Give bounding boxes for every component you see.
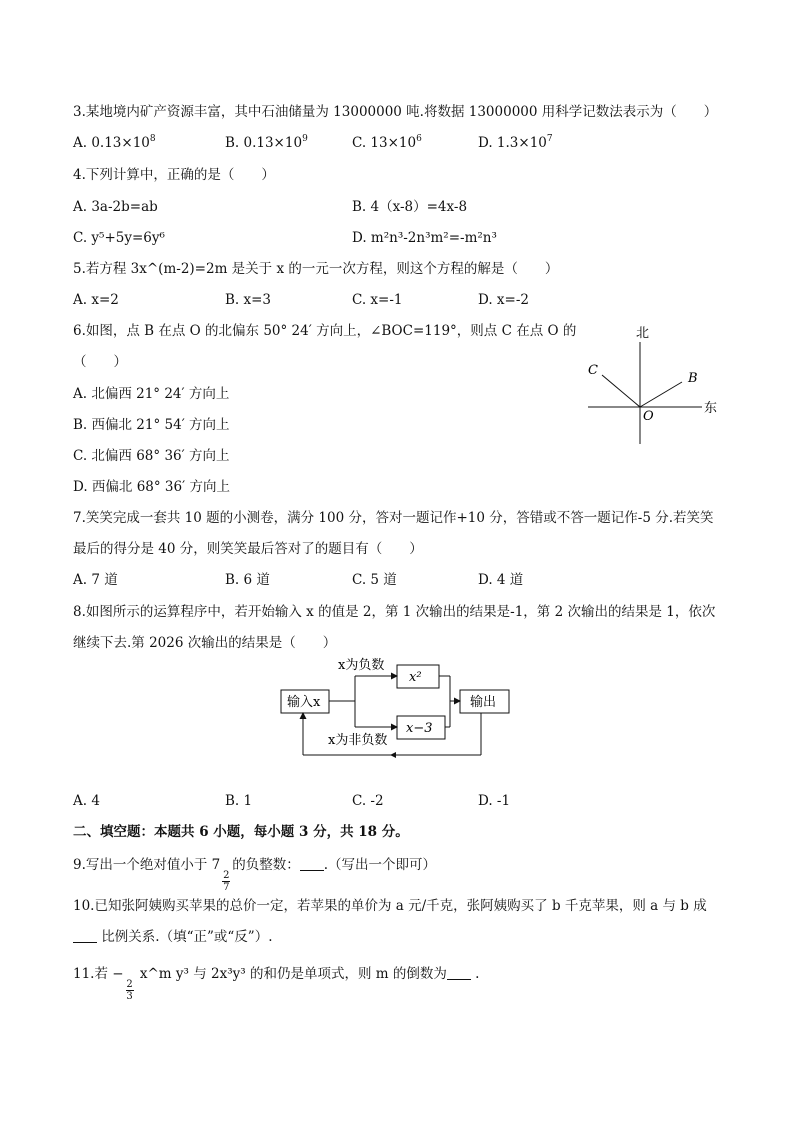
q7-option-b[interactable]: B. 6 道 bbox=[225, 572, 270, 588]
flowchart bbox=[270, 652, 530, 764]
q9-fraction: $\frac{2}{7}$ bbox=[223, 870, 230, 893]
point-b-label: B bbox=[688, 371, 698, 386]
q6-option-b[interactable]: B. 西偏北 21° 54′ 方向上 bbox=[73, 417, 230, 433]
nonnegative-condition: x为非负数 bbox=[328, 733, 388, 748]
point-o-label: O bbox=[643, 409, 654, 424]
ray-ob bbox=[640, 382, 682, 407]
q8-option-d[interactable]: D. -1 bbox=[478, 793, 511, 809]
q3-option-b[interactable]: B. $0.13\times 10^9$ bbox=[225, 134, 308, 151]
section-2-heading: 二、填空题：本题共 6 小题，每小题 3 分，共 18 分。 bbox=[73, 824, 409, 840]
q5-option-d[interactable]: D. x=-2 bbox=[478, 292, 530, 308]
q3-option-d[interactable]: D. $1.3\times 10^7$ bbox=[478, 134, 553, 151]
q8-stem-line1: 8.如图所示的运算程序中，若开始输入 x 的值是 2，第 1 次输出的结果是-1，第 2 次输出的结果是 1，依次 bbox=[73, 604, 716, 620]
q7-stem-line2: 最后的得分是 40 分，则笑笑最后答对了的题目有（ ） bbox=[73, 541, 423, 557]
q11-fraction: $\frac{2}{3}$ bbox=[126, 979, 133, 1002]
q11-stem: 11.若 − $\frac{2}{3}$ x^m y³ 与 2x³y³ 的和仍是单项式，则 m 的倒数为 . bbox=[73, 966, 480, 1002]
q5-stem: 5.若方程 3x^(m-2)=2m 是关于 x 的一元一次方程，则这个方程的解是（ ） bbox=[73, 261, 559, 277]
east-label: 东 bbox=[704, 401, 718, 416]
square-label: x² bbox=[409, 670, 422, 685]
q9-answer-blank[interactable] bbox=[300, 858, 324, 871]
q7-option-d[interactable]: D. 4 道 bbox=[478, 572, 524, 588]
q6-option-c[interactable]: C. 北偏西 68° 36′ 方向上 bbox=[73, 448, 230, 464]
q4-option-b[interactable]: B. 4（x-8）=4x-8 bbox=[352, 199, 468, 215]
direction-figure bbox=[580, 320, 730, 450]
q10-stem-line2: 比例关系.（填“正”或“反”）. bbox=[73, 928, 273, 946]
q5-option-a[interactable]: A. x=2 bbox=[73, 292, 119, 308]
q7-stem-line1: 7.笑笑完成一套共 10 题的小测卷，满分 100 分，答对一题记作+10 分，答错或不答一题记作-5 分.若笑笑 bbox=[73, 510, 714, 526]
q6-paren: （ ） bbox=[73, 354, 127, 370]
q11-answer-blank[interactable] bbox=[447, 967, 471, 980]
q6-stem: 6.如图，点 B 在点 O 的北偏东 50° 24′ 方向上，∠BOC=119°，则点 C 在点 O 的 bbox=[73, 323, 577, 339]
q8-option-b[interactable]: B. 1 bbox=[225, 793, 253, 809]
q7-option-c[interactable]: C. 5 道 bbox=[352, 572, 397, 588]
output-label: 输出 bbox=[470, 695, 497, 710]
q3-option-c[interactable]: C. $13\times 10^6$ bbox=[352, 134, 422, 151]
q8-option-c[interactable]: C. -2 bbox=[352, 793, 384, 809]
q4-option-c[interactable]: C. y⁵+5y=6y⁶ bbox=[73, 230, 165, 246]
negative-condition: x为负数 bbox=[338, 658, 385, 673]
q8-stem-line2: 继续下去.第 2026 次输出的结果是（ ） bbox=[73, 635, 337, 651]
q4-stem: 4.下列计算中，正确的是（ ） bbox=[73, 167, 275, 183]
q6-option-d[interactable]: D. 西偏北 68° 36′ 方向上 bbox=[73, 479, 230, 495]
q9-stem: 9.写出一个绝对值小于 7 $\frac{2}{7}$ 的负整数： .（写出一个即可） bbox=[73, 857, 437, 893]
q4-option-d[interactable]: D. m²n³-2n³m²=-m²n³ bbox=[352, 230, 497, 246]
flow-arrowhead bbox=[390, 752, 396, 758]
q5-option-b[interactable]: B. x=3 bbox=[225, 292, 272, 308]
q10-answer-blank[interactable] bbox=[73, 930, 97, 943]
minus-label: x−3 bbox=[406, 721, 433, 736]
q3-option-a[interactable]: A. $0.13\times 10^8$ bbox=[73, 134, 156, 151]
point-c-label: C bbox=[588, 363, 598, 378]
ray-oc bbox=[602, 375, 640, 407]
q6-option-a[interactable]: A. 北偏西 21° 24′ 方向上 bbox=[73, 386, 230, 402]
north-label: 北 bbox=[636, 326, 650, 341]
q5-option-c[interactable]: C. x=-1 bbox=[352, 292, 403, 308]
q8-option-a[interactable]: A. 4 bbox=[73, 793, 100, 809]
input-label: 输入x bbox=[287, 695, 321, 710]
q3-stem: 3.某地境内矿产资源丰富，其中石油储量为 13000000 吨.将数据 13000000 用科学记数法表示为（ ） bbox=[73, 104, 718, 120]
q10-stem-line1: 10.已知张阿姨购买苹果的总价一定，若苹果的单价为 a 元/千克，张阿姨购买了 b 千克苹果，则 a 与 b 成 bbox=[73, 898, 707, 914]
q4-option-a[interactable]: A. 3a-2b=ab bbox=[73, 199, 158, 215]
q7-option-a[interactable]: A. 7 道 bbox=[73, 572, 118, 588]
